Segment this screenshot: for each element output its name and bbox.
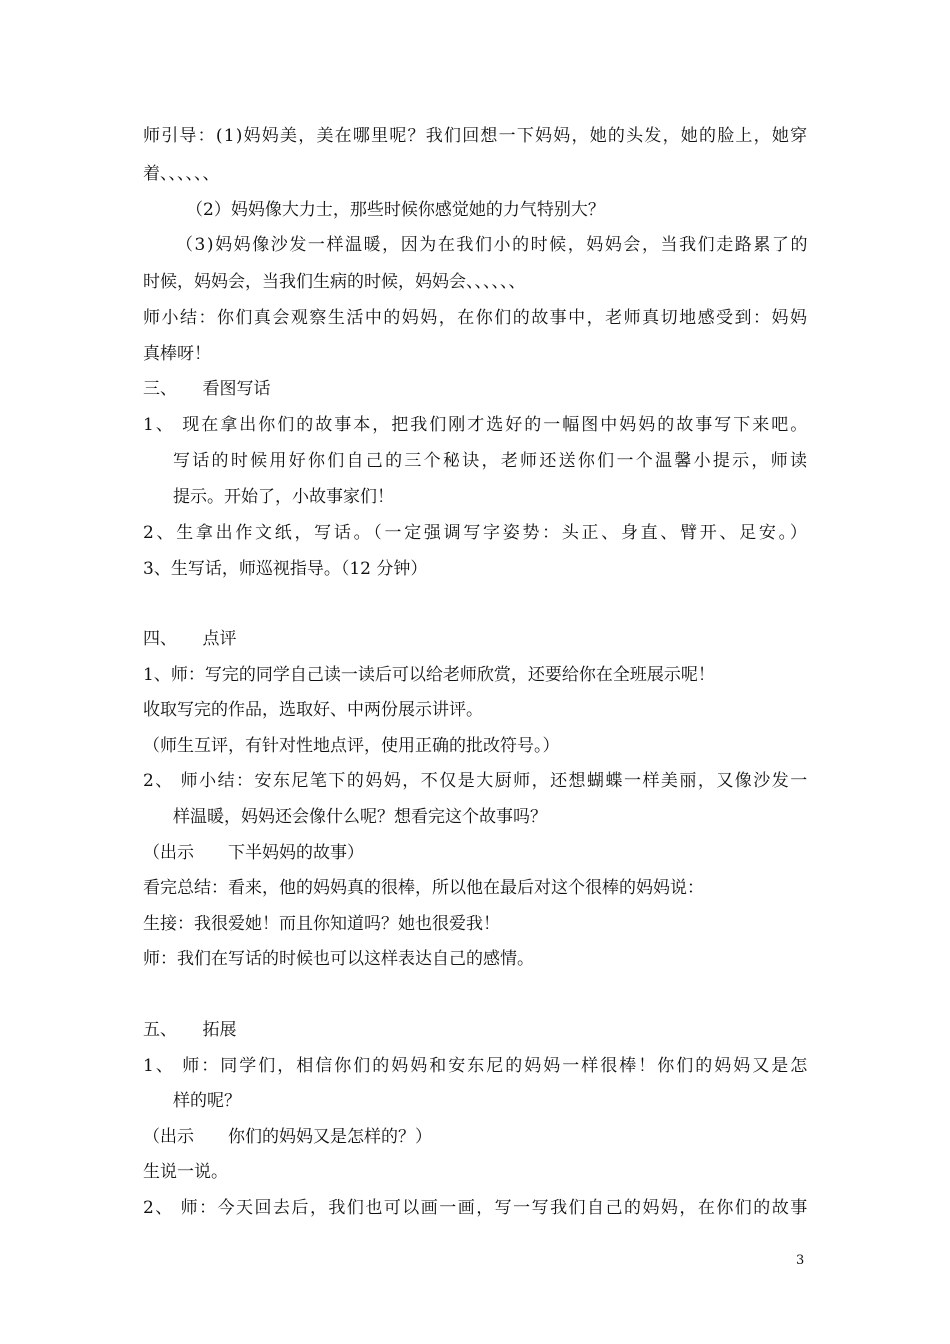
text-line: 生说一说。 <box>143 1162 228 1182</box>
text-line: 师引导：(1)妈妈美，美在哪里呢？我们回想一下妈妈，她的头发，她的脸上，她穿 <box>143 126 809 146</box>
text-line: 1、 师：同学们，相信你们的妈妈和安东尼的妈妈一样很棒！你们的妈妈又是怎 <box>143 1056 810 1076</box>
text-line: 收取写完的作品，选取好、中两份展示讲评。 <box>143 700 483 720</box>
text-line: （3)妈妈像沙发一样温暖，因为在我们小的时候，妈妈会，当我们走路累了的 <box>176 235 810 255</box>
text-line: 生接：我很爱她！而且你知道吗？她也很爱我！ <box>143 914 500 934</box>
section-heading: 三、 看图写话 <box>143 379 271 399</box>
text-line: 看完总结：看来，他的妈妈真的很棒，所以他在最后对这个很棒的妈妈说： <box>143 878 704 898</box>
page-number: 3 <box>796 1253 805 1268</box>
text-line: （2）妈妈像大力士，那些时候你感觉她的力气特别大？ <box>186 200 605 220</box>
text-line: 着、、、、、、 <box>143 164 220 184</box>
text-line: （出示 下半妈妈的故事） <box>143 843 364 863</box>
text-line: （师生互评，有针对性地点评，使用正确的批改符号。） <box>143 736 560 756</box>
text-line: 时候，妈妈会，当我们生病的时候，妈妈会、、、、、、 <box>143 272 526 292</box>
text-line: 2、生拿出作文纸，写话。（一定强调写字姿势：头正、身直、臂开、足安。） <box>143 523 810 543</box>
text-line: 3、生写话，师巡视指导。（12 分钟） <box>143 559 428 579</box>
text-line: 1、 现在拿出你们的故事本，把我们刚才选好的一幅图中妈妈的故事写下来吧。 <box>143 415 810 435</box>
text-line: 真棒呀！ <box>143 344 211 364</box>
text-line: （出示 你们的妈妈又是怎样的？） <box>143 1127 432 1147</box>
text-line: 提示。开始了，小故事家们！ <box>173 487 394 507</box>
text-line: 写话的时候用好你们自己的三个秘诀，老师还送你们一个温馨小提示，师读 <box>173 451 810 471</box>
text-line: 1、师：写完的同学自己读一读后可以给老师欣赏，还要给你在全班展示呢！ <box>143 665 715 685</box>
text-line: 师：我们在写话的时候也可以这样表达自己的感情。 <box>143 949 534 969</box>
section-heading: 五、 拓展 <box>143 1020 237 1040</box>
text-line: 样的呢？ <box>173 1091 241 1111</box>
text-line: 师小结：你们真会观察生活中的妈妈，在你们的故事中，老师真切地感受到：妈妈 <box>143 308 809 328</box>
text-line: 2、 师：今天回去后，我们也可以画一画，写一写我们自己的妈妈，在你们的故事 <box>143 1198 809 1218</box>
text-line: 样温暖，妈妈还会像什么呢？想看完这个故事吗？ <box>173 807 547 827</box>
text-line: 2、 师小结：安东尼笔下的妈妈，不仅是大厨师，还想蝴蝶一样美丽，又像沙发一 <box>143 771 809 791</box>
section-heading: 四、 点评 <box>143 629 237 649</box>
